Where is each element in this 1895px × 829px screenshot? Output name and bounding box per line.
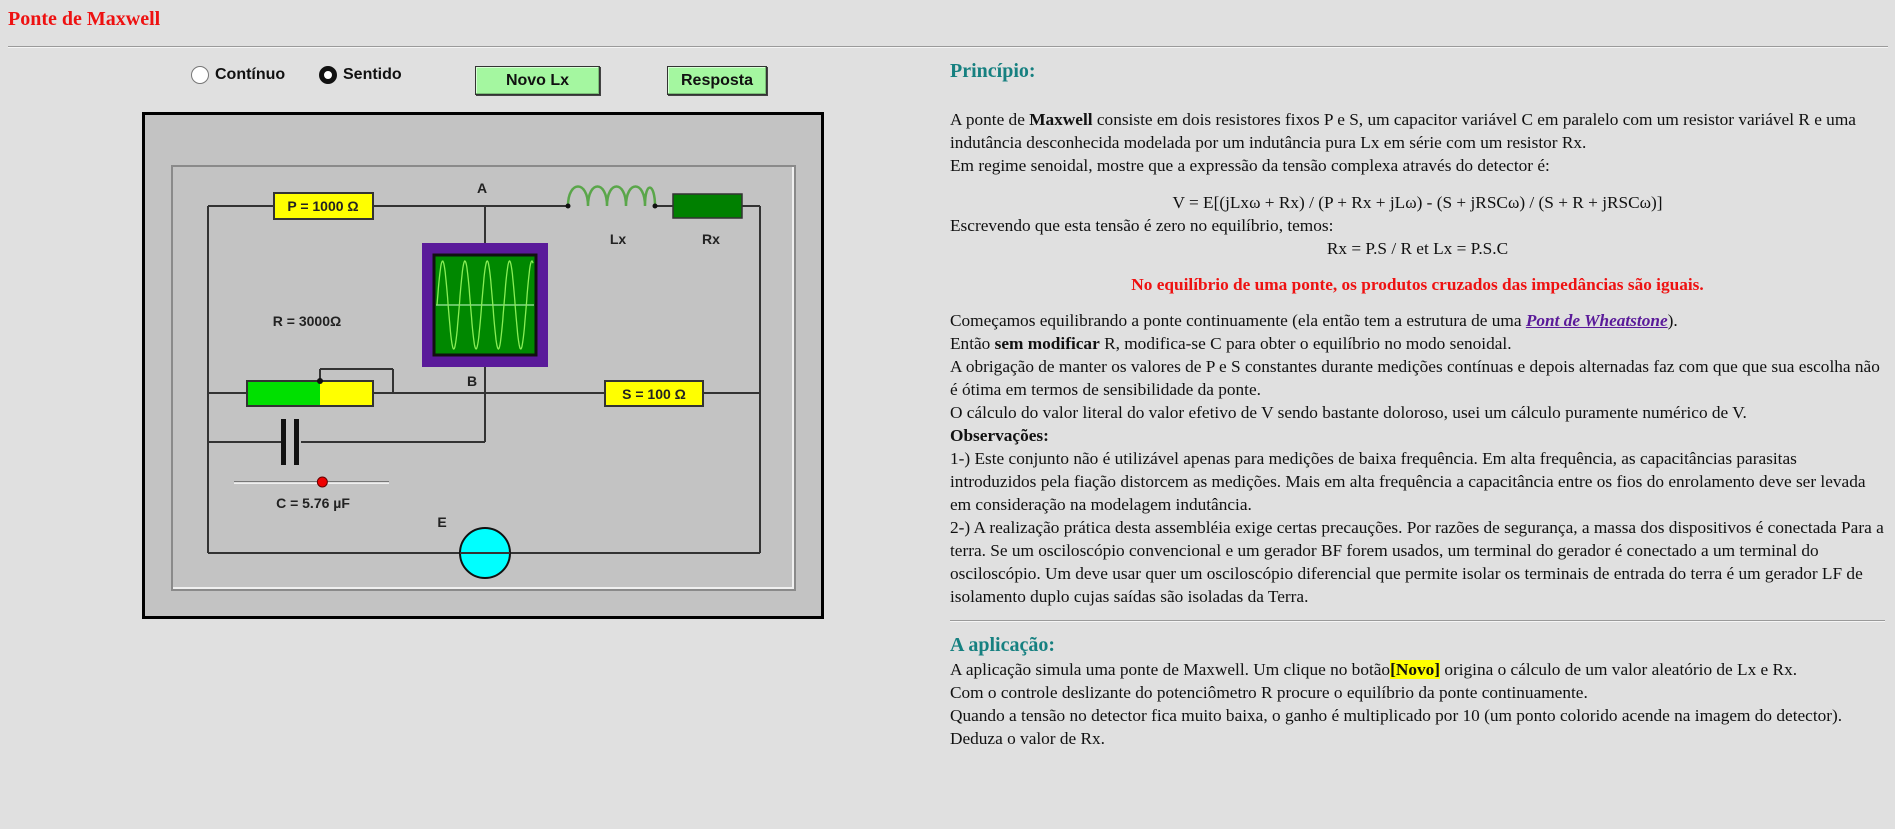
circuit-diagram xyxy=(145,115,821,616)
radio-sentido-label: Sentido xyxy=(343,66,402,83)
principio-p1-c: consiste em dois resistores fixos P e S, um capacitor variável C em paralelo com um resistor variável R e uma indutância desconhecida modelada por um indutância pura Lx em série com um resistor Rx. xyxy=(950,110,1856,152)
r-label: R = 3000Ω xyxy=(272,313,342,329)
equation-equilibrium: Rx = P.S / R et Lx = P.S.C xyxy=(1326,239,1509,258)
observacao-1: 1-) Este conjunto não é utilizável apenas para medições de baixa frequência. Em alta frequência, as capacitâncias parasitas introduzidos pela fiação distorcem as medições. Mais em alta frequência a capacitância entre os fios do enrolamento deve ser levada em consideração na modelagem indutância. xyxy=(950,449,1866,514)
potentiometer-r[interactable] xyxy=(247,378,373,406)
observacoes-heading-text: Observações: xyxy=(950,426,1049,445)
aplicacao-a1-a: A aplicação simula uma ponte de Maxwell. Um clique no botão xyxy=(950,660,1391,679)
observacao-2: 2-) A realização prática desta assembléia exige certas precauções. Por razões de segurança, a massa dos dispositivos é conectada Para a terra. Se um osciloscópio convencional e um gerador BF forem usados, um terminal do gerador é conectado a um terminal do osciloscópio. Um deve usar quer um osciloscópio diferencial que permite isolar os terminais de entrada do terra é um gerador LF de isolamento duplo cujas saídas são isoladas da Terra. xyxy=(950,518,1884,606)
aplicacao-paragraph-2: Com o controle deslizante do potenciômetro R procure o equilíbrio da ponte continuamente. xyxy=(950,683,1588,702)
title-divider xyxy=(8,46,1888,48)
aplicacao-a1-b: origina o cálculo de um valor aleatório de Lx e Rx. xyxy=(1440,660,1798,679)
principio-paragraph-6: A obrigação de manter os valores de P e S constantes durante medições contínuas e depois alternadas faz com que que sua escolha não é ótima em termos de sensibilidade da ponte. xyxy=(950,357,1880,399)
wheatstone-link[interactable]: Pont de Wheatstone xyxy=(1525,311,1668,330)
principio-paragraph-2: Em regime senoidal, mostre que a expressão da tensão complexa através do detector é: xyxy=(950,156,1550,175)
page-title: Ponte de Maxwell xyxy=(8,8,161,30)
rx-label: Rx xyxy=(702,231,720,247)
red-note: No equilíbrio de uma ponte, os produtos cruzados das impedâncias são iguais. xyxy=(1131,275,1704,294)
principio-p4-b: ). xyxy=(1667,311,1678,330)
resposta-button[interactable]: Resposta xyxy=(667,66,767,95)
potentiometer-wiper[interactable] xyxy=(317,378,323,384)
principio-paragraph-5 xyxy=(950,332,1885,355)
principio-p5-a: Então xyxy=(950,334,995,353)
principio-paragraph-4 xyxy=(950,309,1885,332)
principio-p5-c: R, modifica-se C para obter o equilíbrio no modo senoidal. xyxy=(1099,334,1512,353)
principio-paragraph-7: O cálculo do valor literal do valor efetivo de V sendo bastante doloroso, usei um cálculo puramente numérico de V. xyxy=(950,403,1747,422)
observacoes-heading xyxy=(950,424,1885,447)
explanation-panel xyxy=(950,58,1885,750)
generator-e xyxy=(460,528,510,578)
oscilloscope-detector xyxy=(422,243,548,367)
p-resistor-label: P = 1000 Ω xyxy=(287,198,359,214)
aplicacao-paragraph-4: Deduza o valor de Rx. xyxy=(950,729,1105,748)
radio-continuo-label: Contínuo xyxy=(215,66,286,83)
c-label: C = 5.76 µF xyxy=(276,495,350,511)
circuit-applet[interactable] xyxy=(142,112,824,619)
rx-block xyxy=(673,194,742,218)
novo-lx-button[interactable]: Novo Lx xyxy=(475,66,600,95)
aplicacao-paragraph-3: Quando a tensão no detector fica muito baixa, o ganho é multiplicado por 10 (um ponto colorido acende na imagem do detector). xyxy=(950,706,1843,725)
aplicacao-paragraph-1 xyxy=(950,658,1885,681)
node-a-label: A xyxy=(476,180,488,196)
radio-continuo-button[interactable] xyxy=(191,66,209,84)
node-e-label: E xyxy=(437,514,447,530)
aplicacao-heading: A aplicação: xyxy=(950,634,1055,656)
equation-v: V = E[(jLxω + Rx) / (P + Rx + jLω) - (S + jRSCω) / (S + R + jRSCω)] xyxy=(1172,193,1663,212)
inner-panel xyxy=(172,166,795,590)
radio-continuo[interactable] xyxy=(191,66,285,84)
principio-paragraph-1 xyxy=(950,108,1885,154)
node-b-label: B xyxy=(466,373,478,389)
lx-label: Lx xyxy=(609,231,627,247)
s-resistor-label: S = 100 Ω xyxy=(622,386,686,402)
principio-heading: Princípio: xyxy=(950,60,1036,82)
principio-p1-bold: Maxwell xyxy=(1029,110,1093,129)
radio-sentido-button[interactable] xyxy=(319,66,337,84)
radio-sentido[interactable] xyxy=(319,66,402,84)
novo-highlight: [Novo] xyxy=(1390,660,1440,679)
principio-paragraph-3: Escrevendo que esta tensão é zero no equilíbrio, temos: xyxy=(950,216,1334,235)
principio-p5-bold: sem modificar xyxy=(994,334,1100,353)
principio-p1-a: A ponte de xyxy=(950,110,1030,129)
principio-p4-a: Começamos equilibrando a ponte continuamente (ela então tem a estrutura de uma xyxy=(950,311,1526,330)
capacitor-slider-knob[interactable] xyxy=(317,477,327,487)
